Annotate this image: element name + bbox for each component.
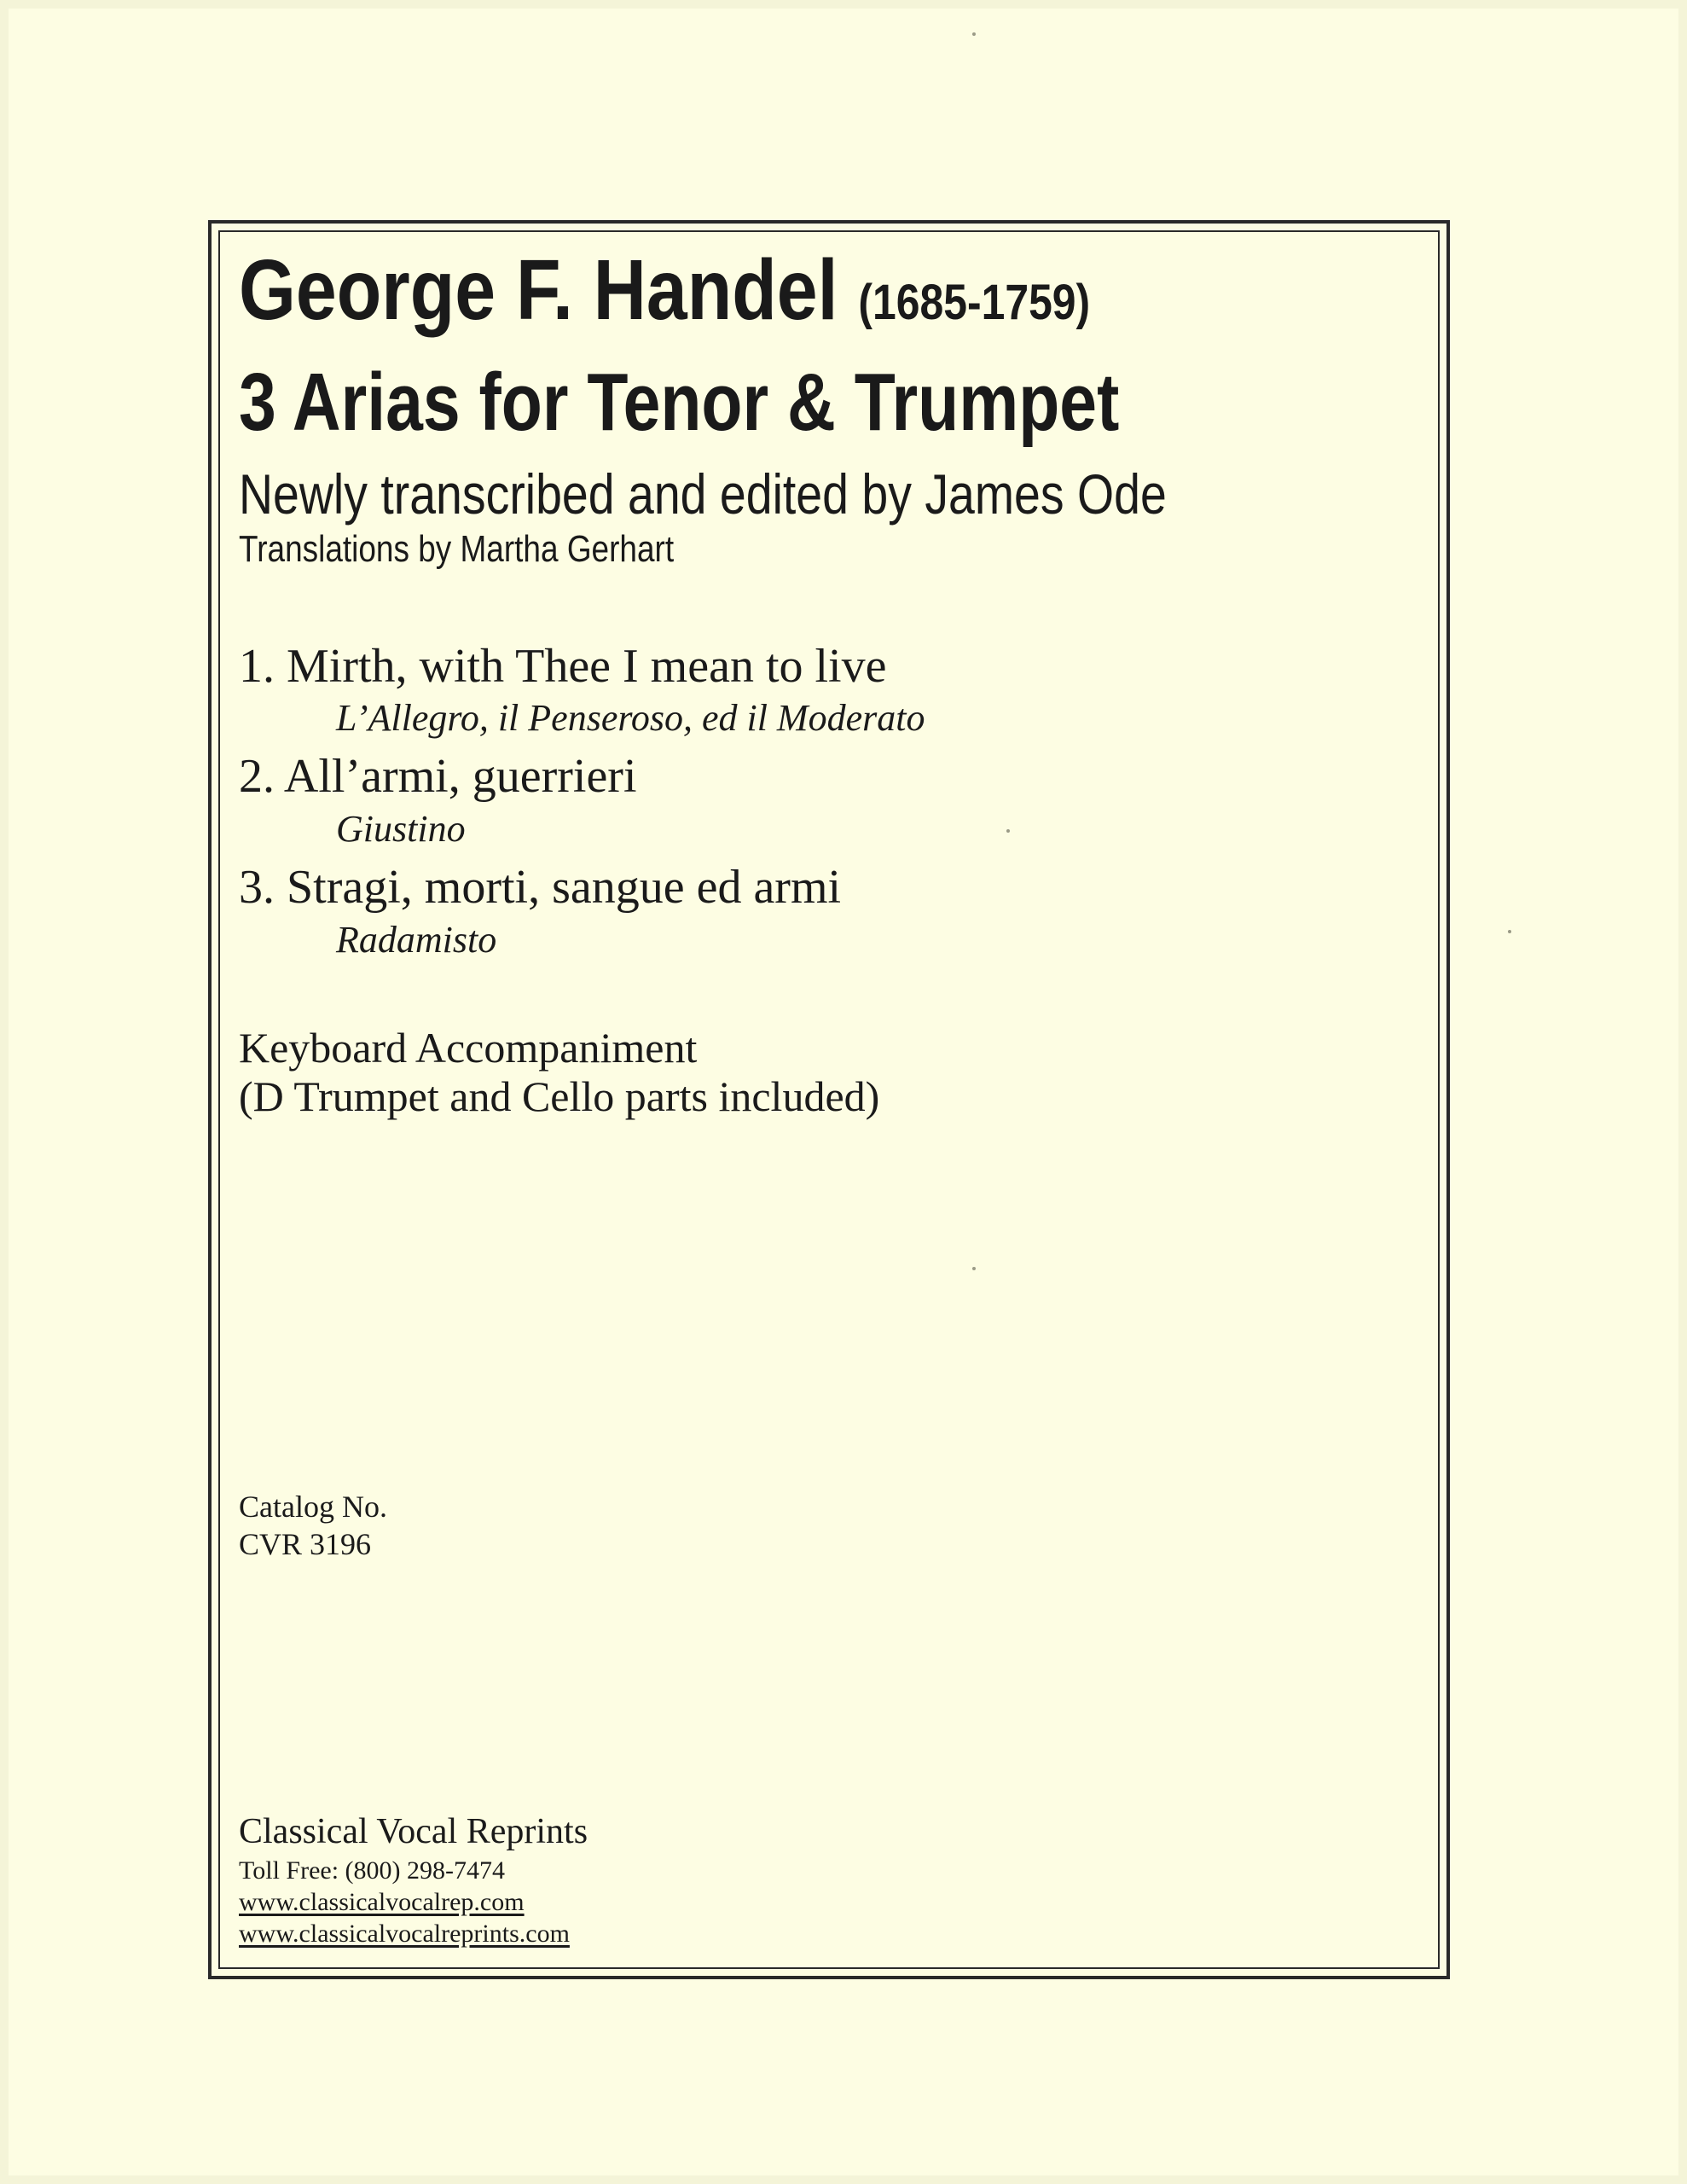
composer-dates: (1685-1759) [858,275,1091,330]
aria-source: L’Allegro, il Penseroso, ed il Moderato [336,697,925,739]
catalog-label: Catalog No. [239,1490,387,1524]
publisher-website-link[interactable]: www.classicalvocalrep.com [239,1888,525,1916]
aria-title: 3. Stragi, morti, sangue ed armi [239,861,842,914]
publisher-name: Classical Vocal Reprints [239,1812,588,1851]
translator-credit: Translations by Martha Gerhart [239,528,675,570]
work-title: 3 Arias for Tenor & Trumpet [239,357,1120,448]
publisher-website-link-alt[interactable]: www.classicalvocalreprints.com [239,1920,570,1948]
scan-speck [1508,930,1511,933]
scan-speck [972,1267,976,1270]
aria-title: 2. All’armi, guerrieri [239,750,637,803]
composer-name: George F. Handel [239,242,838,338]
catalog-number: CVR 3196 [239,1527,372,1561]
composer-heading [239,242,1091,338]
editor-credit: Newly transcribed and edited by James Ode [239,462,1167,526]
accompaniment-line: Keyboard Accompaniment [239,1024,698,1072]
scan-speck [1006,829,1010,833]
aria-source: Giustino [336,808,466,850]
aria-title: 1. Mirth, with Thee I mean to live [239,640,887,693]
accompaniment-parts: (D Trumpet and Cello parts included) [239,1072,880,1120]
aria-source: Radamisto [336,919,497,961]
publisher-phone: Toll Free: (800) 298-7474 [239,1856,506,1885]
scan-speck [972,32,976,36]
